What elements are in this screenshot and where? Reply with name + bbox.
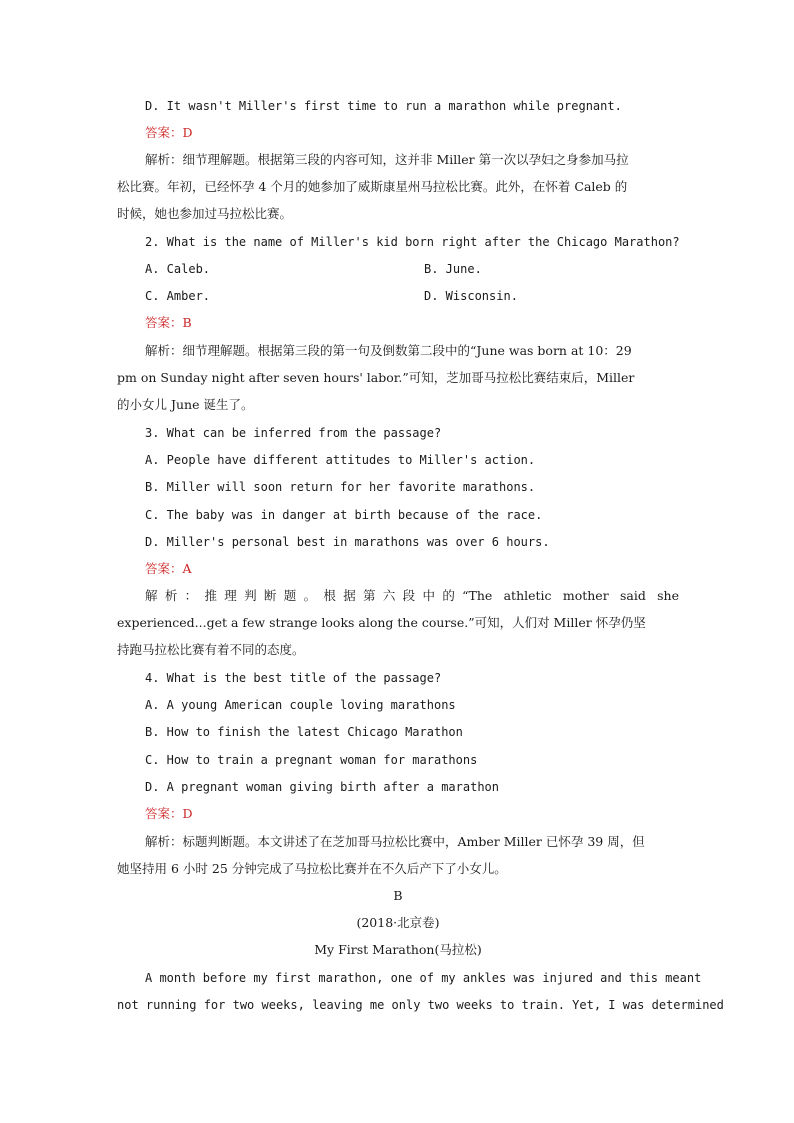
answer-2: 答案：B: [145, 315, 192, 330]
explanation-1-line-3: 时候，她也参加过马拉松比赛。: [117, 206, 293, 221]
source-label: (2018·北京卷): [356, 915, 440, 930]
answer-3: 答案：A: [145, 561, 192, 576]
q3-option-a: A. People have different attitudes to Miller's action.: [145, 453, 536, 467]
q2-option-c: C. Amber.: [145, 289, 211, 303]
answer-4: 答案：D: [145, 806, 193, 821]
passage-title: My First Marathon(马拉松): [314, 942, 482, 957]
explanation-2-line-1: 解析：细节理解题。根据第三段的第一句及倒数第二段中的“June was born at 10：29: [145, 343, 632, 358]
explanation-1-line-1: 解析：细节理解题。根据第三段的内容可知，这并非 Miller 第一次以孕妇之身参加马拉: [145, 152, 629, 167]
q3-option-d: D. Miller's personal best in marathons was over 6 hours.: [145, 535, 550, 549]
q3-option-b: B. Miller will soon return for her favorite marathons.: [145, 480, 536, 494]
explanation-3-line-3: 持跑马拉松比赛有着不同的态度。: [117, 642, 305, 657]
explanation-1-line-2: 松比赛。年初，已经怀孕 4 个月的她参加了威斯康星州马拉松比赛。此外，在怀着 Caleb 的: [117, 179, 628, 194]
q2-options-row-2: [145, 286, 679, 306]
section-heading: B: [393, 888, 403, 903]
explanation-4-line-1: 解析：标题判断题。本文讲述了在芝加哥马拉松比赛中，Amber Miller 已怀孕 39 周，但: [145, 834, 645, 849]
question-3: 3. What can be inferred from the passage?: [145, 426, 442, 440]
explanation-2-line-2: pm on Sunday night after seven hours' labor.”可知，芝加哥马拉松比赛结束后，Miller: [117, 370, 635, 385]
q4-option-d: D. A pregnant woman giving birth after a marathon: [145, 780, 500, 794]
passage-line-2: not running for two weeks, leaving me only two weeks to train. Yet, I was determined: [117, 998, 724, 1012]
question-2: 2. What is the name of Miller's kid born right after the Chicago Marathon?: [145, 235, 680, 249]
question-4: 4. What is the best title of the passage?: [145, 671, 442, 685]
explanation-2-line-3: 的小女儿 June 诞生了。: [117, 397, 254, 412]
explanation-3-line-2: experienced...get a few strange looks along the course.”可知，人们对 Miller 怀孕仍坚: [117, 615, 646, 630]
q2-option-d: D. Wisconsin.: [424, 289, 518, 303]
passage-line-1: A month before my first marathon, one of my ankles was injured and this meant: [145, 971, 702, 985]
q4-option-b: B. How to finish the latest Chicago Marathon: [145, 725, 463, 739]
q4-option-a: A. A young American couple loving marathons: [145, 698, 456, 712]
q2-option-a: A. Caleb.: [145, 262, 211, 276]
explanation-4-line-2: 她坚持用 6 小时 25 分钟完成了马拉松比赛并在不久后产下了小女儿。: [117, 861, 507, 876]
q1-option-d: D. It wasn't Miller's first time to run a marathon while pregnant.: [145, 99, 622, 113]
q2-options-row-1: [145, 259, 679, 279]
explanation-3-line-1: 解析：推理判断题。根据第六段中的“The athletic mother said she: [145, 588, 679, 603]
answer-1: 答案：D: [145, 125, 193, 140]
q4-option-c: C. How to train a pregnant woman for marathons: [145, 753, 478, 767]
q2-option-b: B. June.: [424, 262, 482, 276]
q3-option-c: C. The baby was in danger at birth because of the race.: [145, 508, 543, 522]
